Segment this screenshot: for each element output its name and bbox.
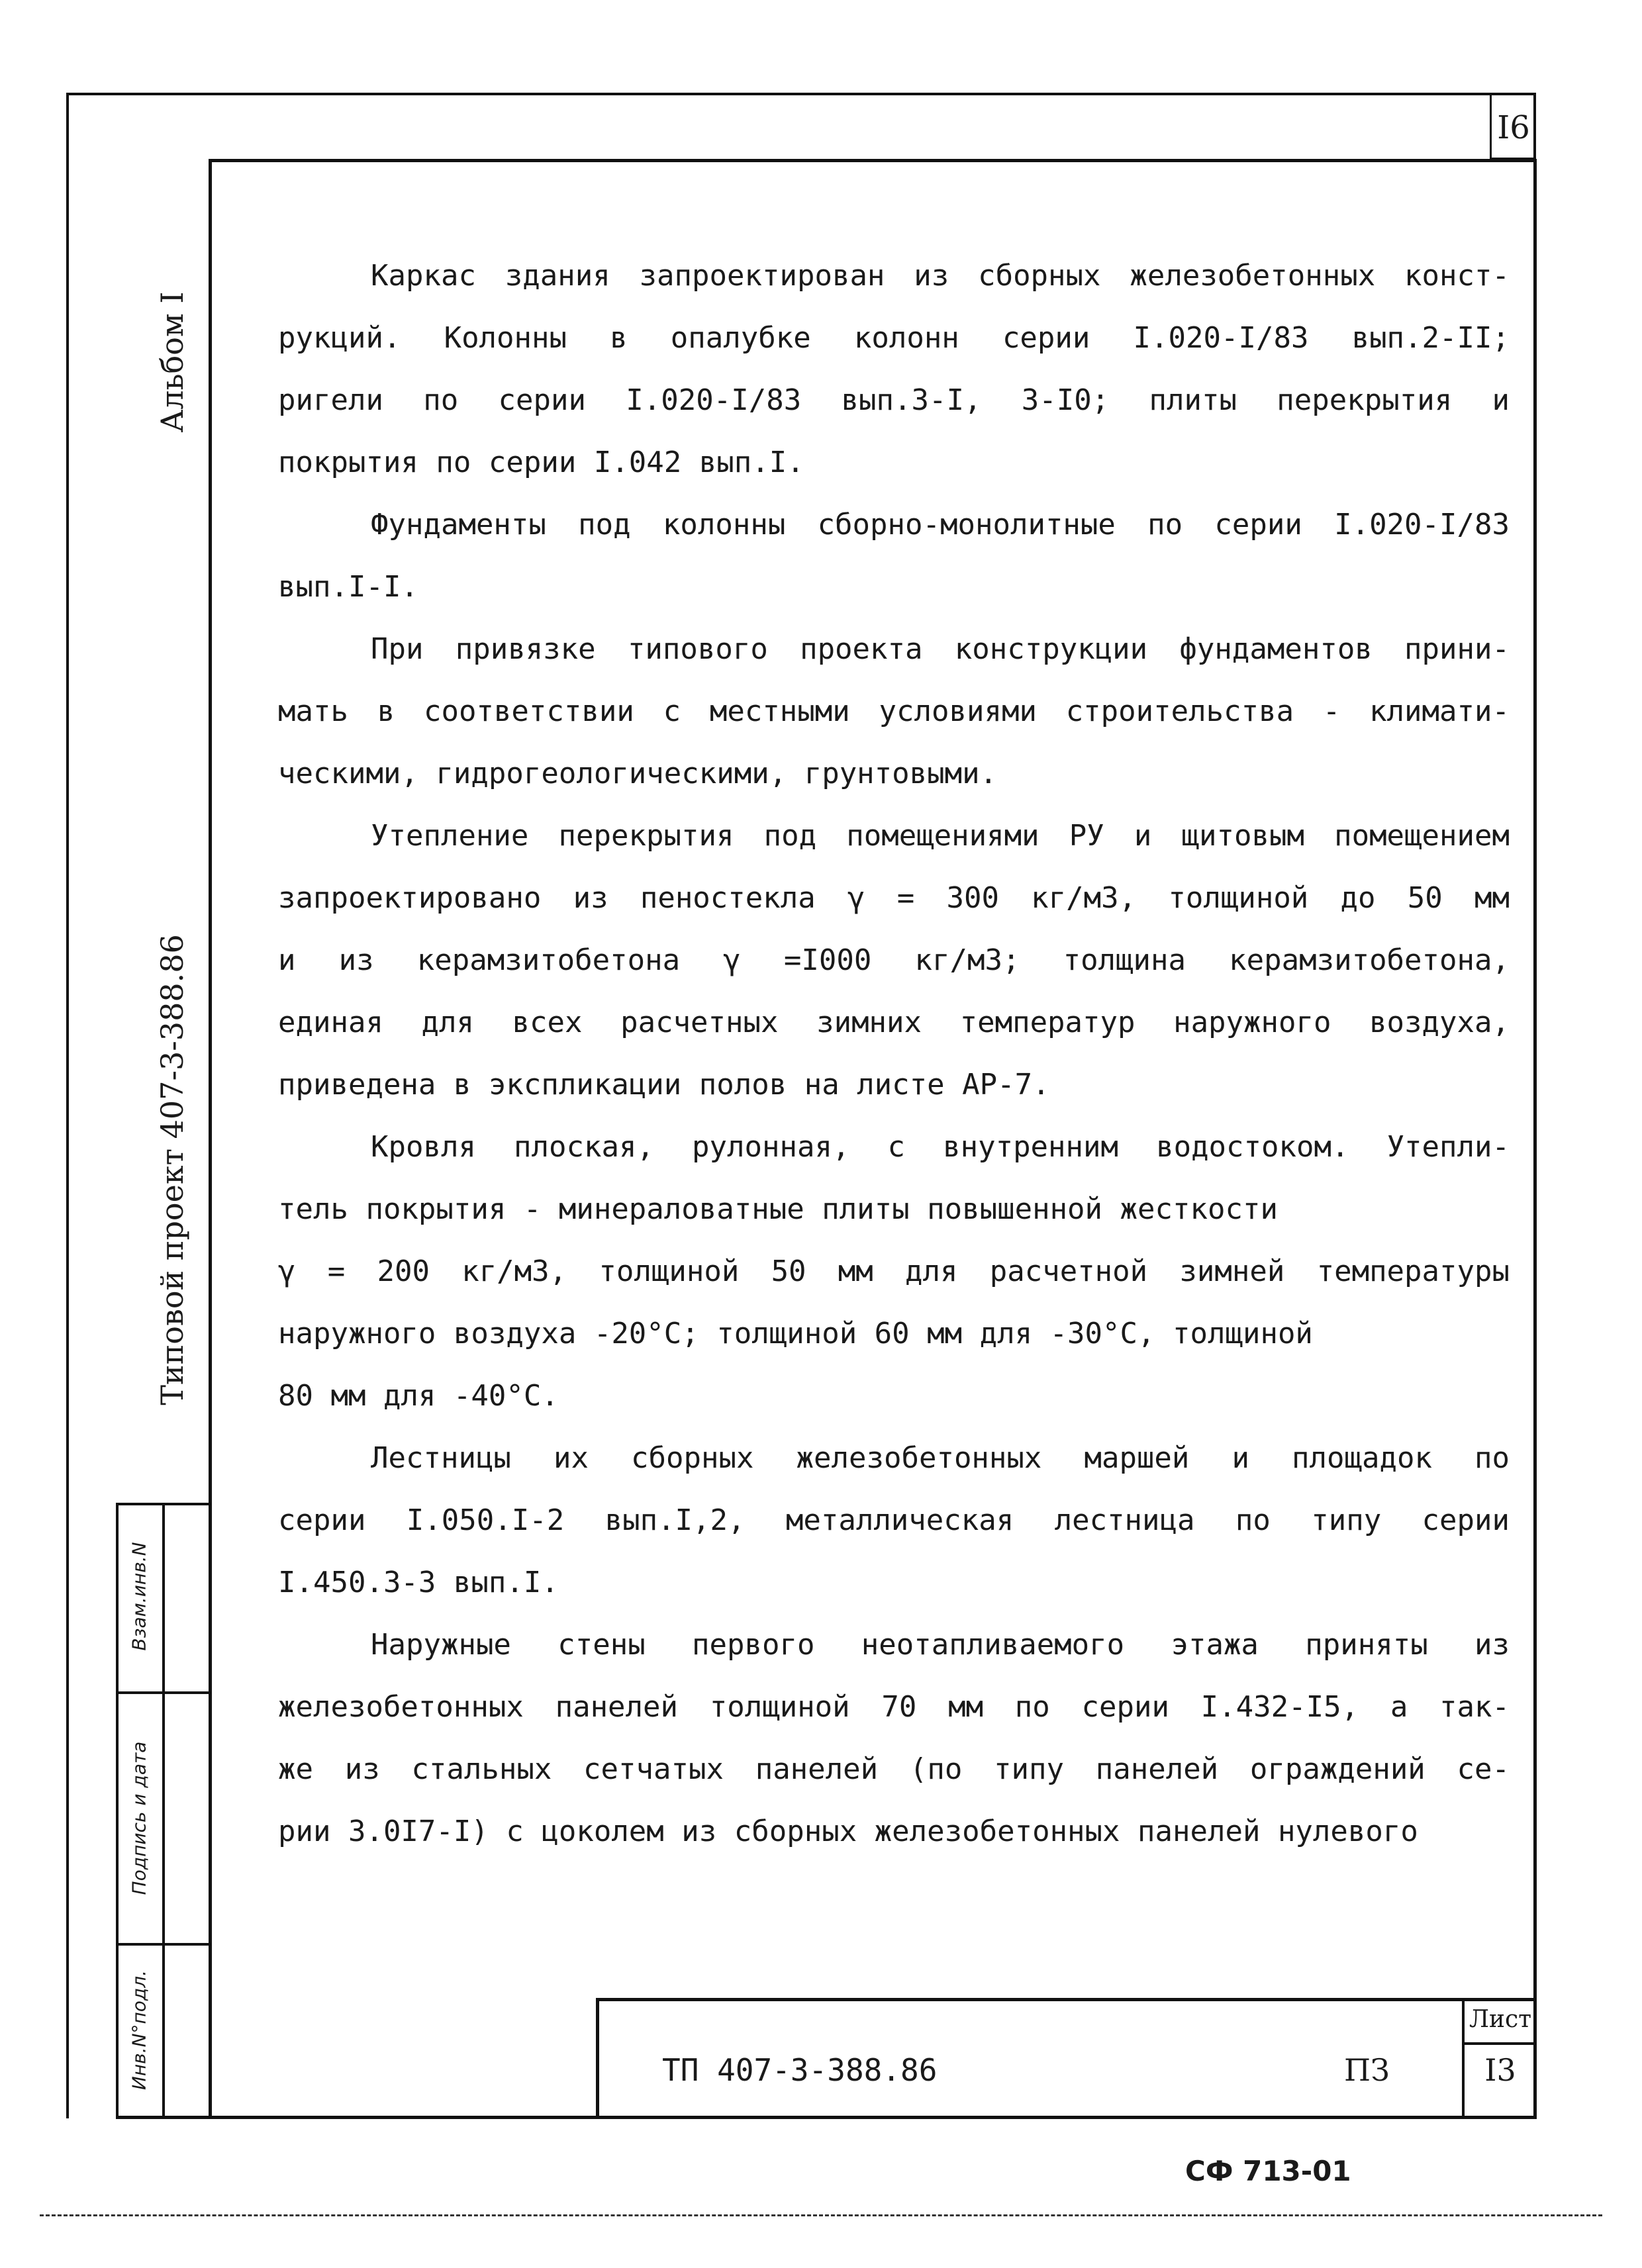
text-line: Наружные стены первого неотапливаемого этажа приняты из	[371, 1628, 1510, 1662]
text-line: Фундаменты под колонны сборно-монолитные по серии I.020-I/83	[371, 508, 1510, 542]
page-number-top: I6	[1497, 109, 1530, 146]
text-line: При привязке типового проекта конструкции фундаментов прини-	[371, 632, 1510, 666]
text-line: запроектировано из пеностекла γ = 300 кг/м3, толщиной до 50 мм	[278, 881, 1510, 915]
text-line: 80 мм для -40°С.	[278, 1379, 559, 1413]
inner-left-border	[209, 159, 212, 2118]
titleblock-sheet-divider	[1462, 2042, 1536, 2045]
text-line: ригели по серии I.020-I/83 вып.3-I, 3-I0; плиты перекрытия и	[278, 383, 1510, 417]
titleblock-code: ТП 407-3-388.86	[662, 2052, 938, 2088]
titleblock-left	[596, 1998, 599, 2118]
text-line: единая для всех расчетных зимних температур наружного воздуха,	[278, 1006, 1510, 1039]
inner-right-border	[1533, 159, 1537, 2118]
text-line: железобетонных панелей толщиной 70 мм по серии I.432-I5, а так-	[278, 1690, 1510, 1724]
cut-line	[40, 2214, 1602, 2216]
text-line: вып.I-I.	[278, 570, 418, 604]
text-line: же из стальных сетчатых панелей (по типу панелей ограждений се-	[278, 1752, 1510, 1786]
text-line: мать в соответствии с местными условиями строительства - климати-	[278, 694, 1510, 728]
project-label: Типовой проект 407-3-388.86	[154, 934, 190, 1405]
text-line: покрытия по серии I.042 вып.I.	[278, 446, 804, 479]
stamp-replace-inv: Взам.инв.N	[128, 1542, 150, 1651]
text-line: наружного воздуха -20°С; толщиной 60 мм для -30°С, толщиной	[278, 1317, 1313, 1350]
text-line: Каркас здания запроектирован из сборных железобетонных конст-	[371, 259, 1510, 293]
outer-top-border	[66, 93, 1536, 95]
text-line: тель покрытия - минераловатные плиты повышенной жесткости	[278, 1192, 1278, 1226]
footer-mark: СФ 713-01	[1185, 2155, 1351, 2187]
stamp-mid-vertical	[162, 1503, 165, 2118]
text-line: серии I.050.I-2 вып.I,2, металлическая лестница по типу серии	[278, 1503, 1510, 1537]
inner-top-border	[209, 159, 1536, 162]
titleblock-doc-type: ПЗ	[1344, 2052, 1390, 2088]
album-label: Альбом I	[154, 291, 190, 433]
text-line: Утепление перекрытия под помещениями РУ и щитовым помещением	[371, 819, 1510, 853]
stamp-outer-left	[116, 1503, 119, 2118]
body-text	[278, 245, 1510, 1863]
titleblock-sheet-number: I3	[1484, 2052, 1516, 2088]
text-line: приведена в экспликации полов на листе АР-7.	[278, 1068, 1050, 1102]
inner-bottom-border	[116, 2116, 1537, 2119]
text-line: γ = 200 кг/м3, толщиной 50 мм для расчетной зимней температуры	[278, 1254, 1510, 1288]
text-line: рии 3.0I7-I) с цоколем из сборных железобетонных панелей нулевого	[278, 1815, 1418, 1848]
outer-left-border	[66, 93, 69, 2118]
text-line: Кровля плоская, рулонная, с внутренним водостоком. Утепли-	[371, 1130, 1510, 1164]
pagebox-left	[1490, 93, 1492, 159]
titleblock-top	[596, 1998, 1536, 2001]
text-line: Лестницы их сборных железобетонных маршей и площадок по	[371, 1441, 1510, 1475]
text-line: рукций. Колонны в опалубке колонн серии I.020-I/83 вып.2-II;	[278, 321, 1510, 355]
titleblock-sheet-label: Лист	[1469, 2006, 1532, 2033]
text-line: I.450.3-3 вып.I.	[278, 1566, 559, 1599]
text-line: ческими, гидрогеологическими, грунтовыми.	[278, 757, 998, 790]
stamp-signature-date: Подпись и дата	[128, 1741, 150, 1895]
text-line: и из керамзитобетона γ =I000 кг/м3; толщина керамзитобетона,	[278, 943, 1510, 977]
stamp-inv-number: Инв.N°подл.	[128, 1969, 150, 2091]
